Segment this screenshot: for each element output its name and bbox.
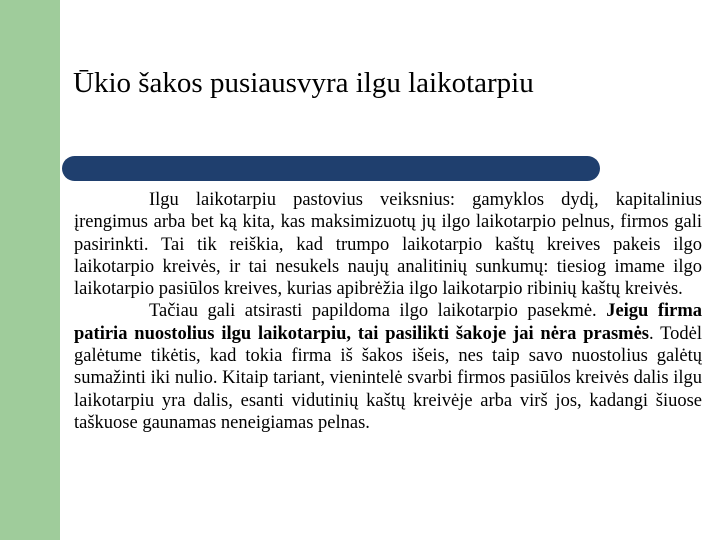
paragraph-2-intro: Tačiau gali atsirasti papildoma ilgo laikotarpio pasekmė.: [149, 301, 607, 322]
decorative-green-strip: [0, 173, 60, 540]
paragraph-2-rest: . Todėl galėtume tikėtis, kad tokia firma iš šakos išeis, nes taip savo nuostolius galėtų sumažinti iki nulio. Kitaip tariant, vienintelė svarbi firmos pasiūlos kreivės dalis ilgu laikotarpiu yra dalis, esanti vidutinių kaštų kreivėje arba virš jos, kadangi šiuose taškuose gaunamas neneigiamas pelnas.: [74, 323, 702, 433]
body-paragraph-1: Ilgu laikotarpiu pastovius veiksnius: gamyklos dydį, kapitalinius įrengimus arba bet ką kita, kas maksimizuotų jų ilgo laikotarpio pelnus, firmos gali pasirinkti. Tai tik reiškia, kad trumpo laikotarpio kaštų kreives pakeis ilgo laikotarpio kreivės, ir tai nesukels naujų analitinių sunkumų: tiesiog imame ilgo laikotarpio pasiūlos kreives, kurias apibrėžia ilgo laikotarpio ribinių kaštų kreivės.: [74, 190, 702, 300]
body-paragraph-2: [74, 300, 702, 434]
title-underline-bar: [62, 156, 600, 181]
slide-title: Ūkio šakos pusiausvyra ilgu laikotarpiu: [73, 67, 534, 99]
paragraph-2-emphasis: Jeigu firma patiria nuostolius ilgu laikotarpiu, tai pasilikti šakoje jai nėra prasmės: [74, 301, 702, 344]
slide-body: [74, 189, 702, 434]
